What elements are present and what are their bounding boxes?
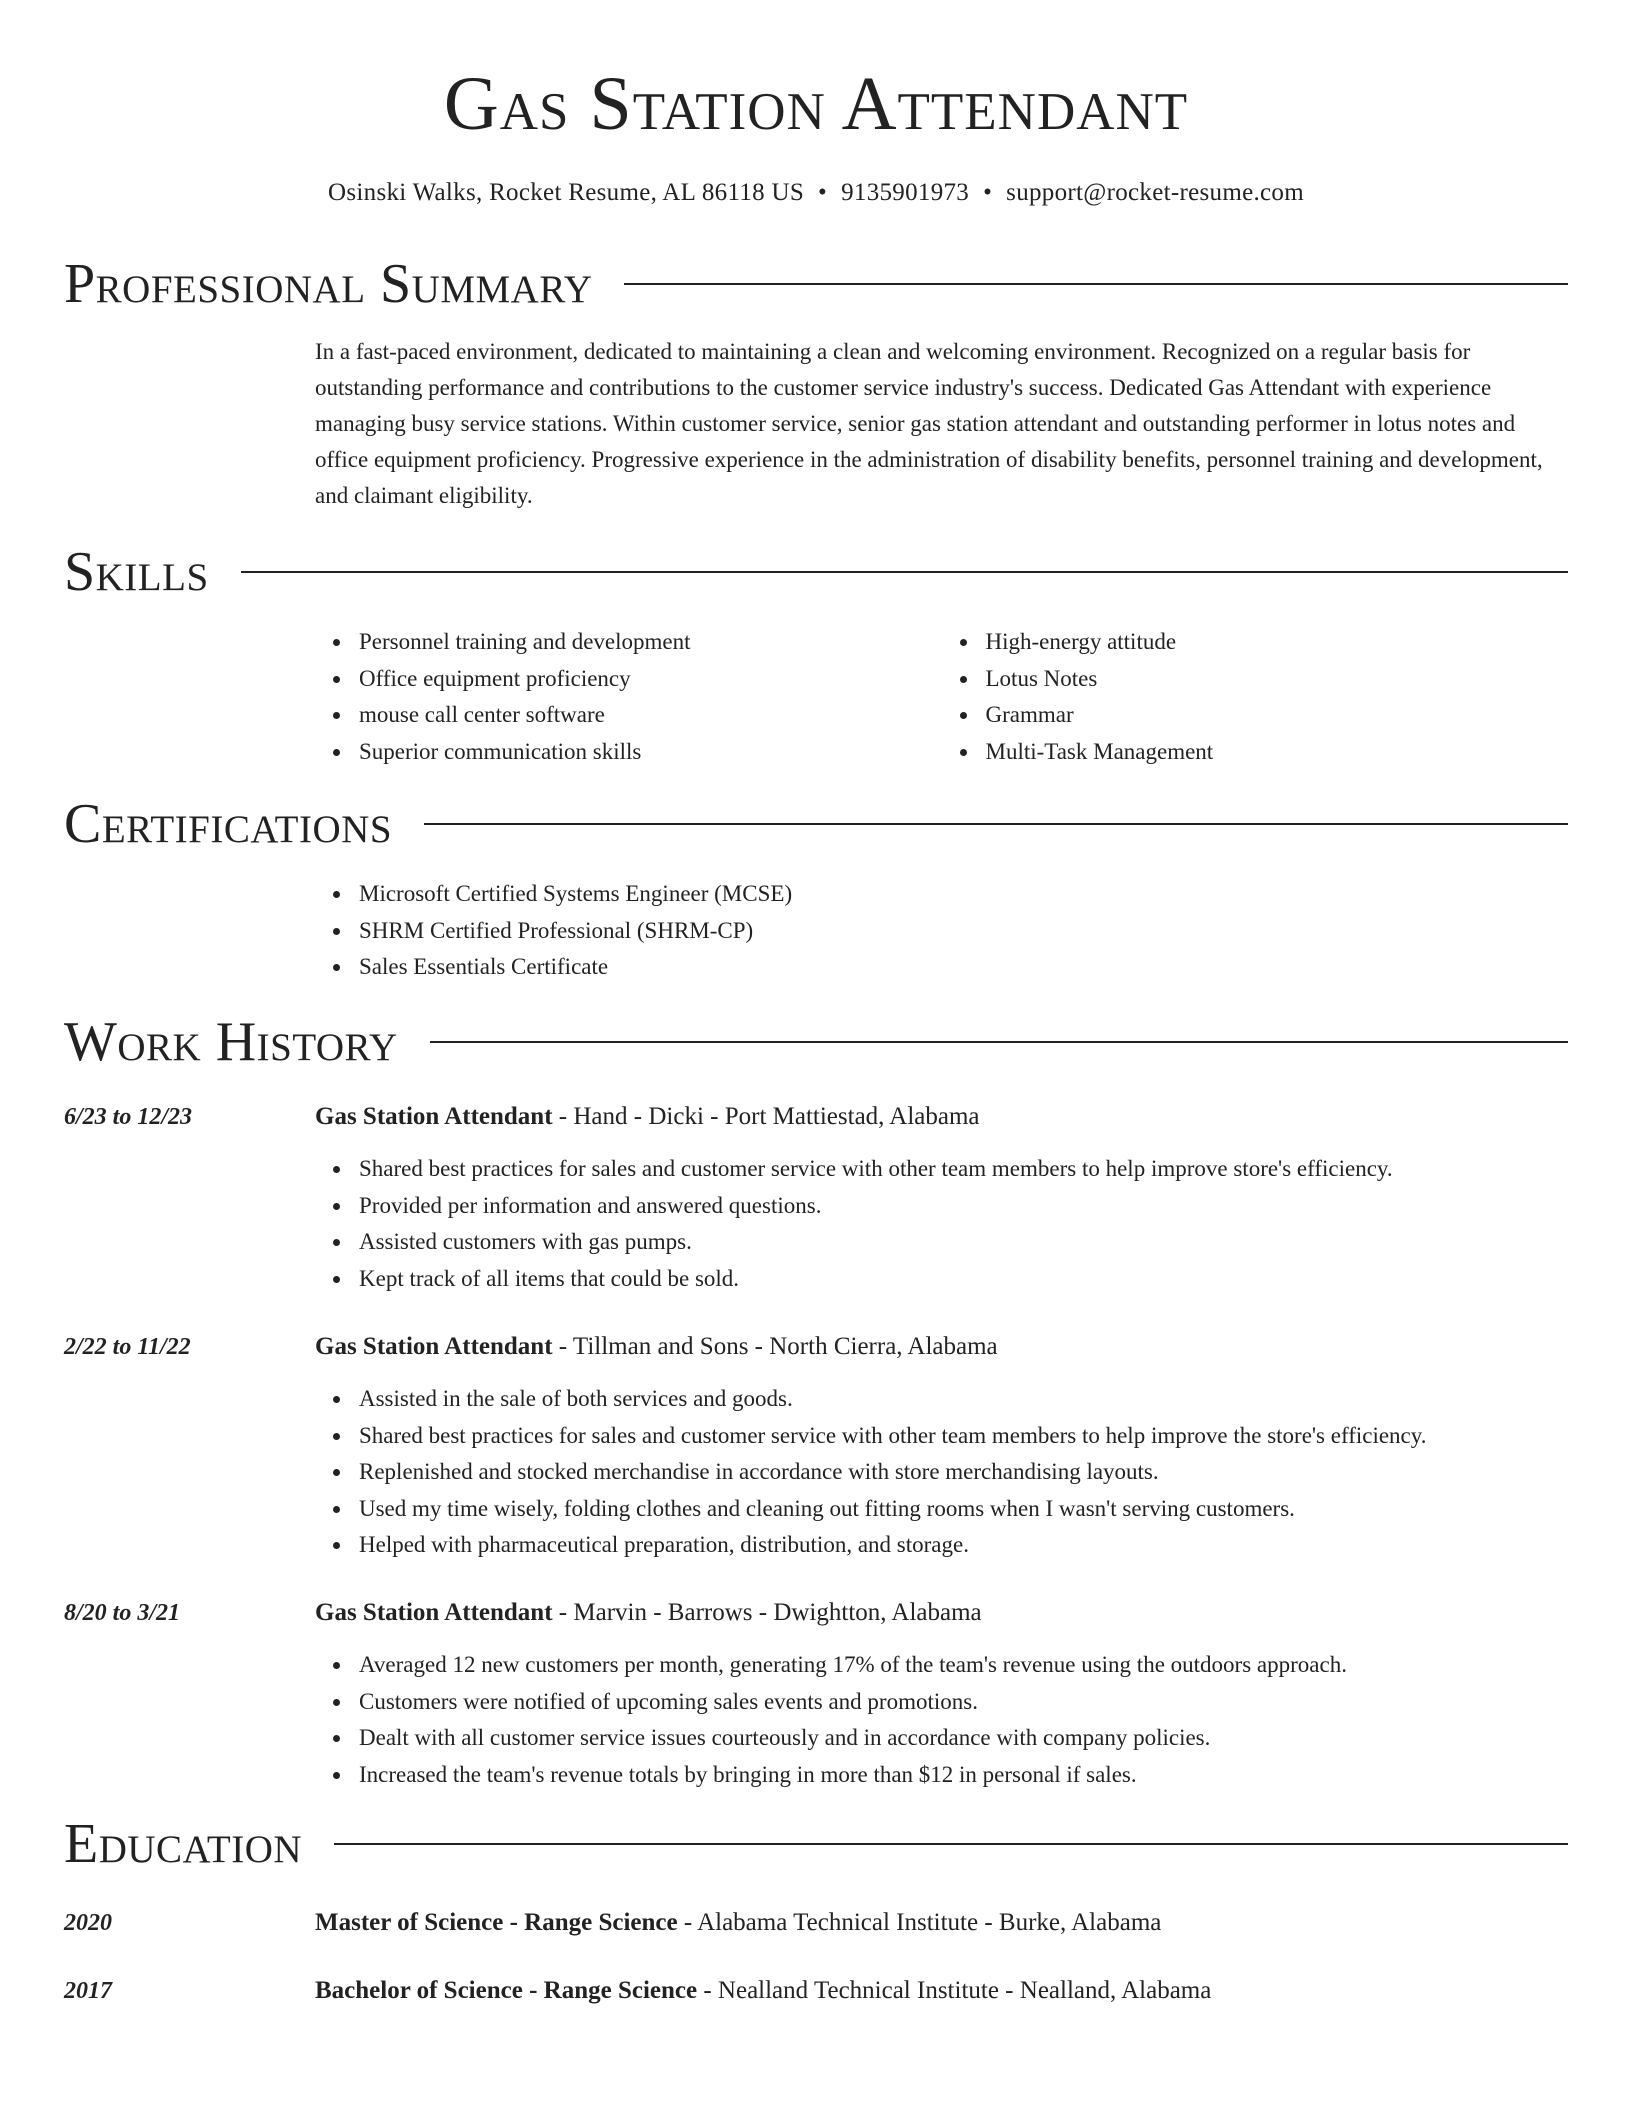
section-divider — [430, 1041, 1568, 1043]
work-entry-body — [315, 1329, 1568, 1564]
work-heading — [315, 1329, 1568, 1365]
skill-item: Grammar — [986, 697, 1569, 734]
skill-item: Multi-Task Management — [986, 734, 1569, 771]
work-bullets — [315, 1151, 1568, 1297]
work-heading — [315, 1099, 1568, 1135]
certification-item: Microsoft Certified Systems Engineer (MCSE) — [359, 876, 1568, 913]
job-title: Gas Station Attendant — [315, 1333, 553, 1360]
degree-title: Bachelor of Science - Range Science — [315, 1977, 698, 2004]
section-header-work-history — [64, 1010, 1568, 1074]
skills-list-left — [315, 624, 942, 770]
section-divider — [334, 1843, 1568, 1845]
skill-item: Personnel training and development — [359, 624, 942, 661]
skill-item: Superior communication skills — [359, 734, 942, 771]
work-bullet: Dealt with all customer service issues courteously and in accordance with company policies. — [359, 1720, 1568, 1757]
section-header-certifications — [64, 792, 1568, 856]
contact-address: Osinski Walks, Rocket Resume, AL 86118 US — [328, 179, 805, 206]
contact-line — [64, 176, 1568, 210]
school-location: - Alabama Technical Institute - Burke, Alabama — [677, 1909, 1162, 1936]
certifications-list — [315, 876, 1568, 986]
section-title-skills: Skills — [64, 541, 209, 603]
resume-page — [64, 0, 1568, 2004]
work-dates: 8/20 to 3/21 — [64, 1600, 181, 1626]
skill-item: High-energy attitude — [986, 624, 1569, 661]
job-title: Gas Station Attendant — [315, 1599, 553, 1626]
job-employer-location: - Marvin - Barrows - Dwightton, Alabama — [552, 1599, 982, 1626]
work-bullet: Averaged 12 new customers per month, generating 17% of the team's revenue using the outdoors approach. — [359, 1647, 1568, 1684]
skills-list-right — [942, 624, 1569, 770]
work-bullet: Customers were notified of upcoming sales events and promotions. — [359, 1684, 1568, 1721]
work-entry-body — [315, 1099, 1568, 1297]
contact-email: support@rocket-resume.com — [1006, 179, 1304, 206]
education-year: 2020 — [64, 1910, 112, 1936]
contact-phone: 9135901973 — [841, 179, 970, 206]
contact-separator: • — [818, 179, 828, 206]
work-bullet: Assisted customers with gas pumps. — [359, 1224, 1568, 1261]
resume-name-heading: Gas Station Attendant — [443, 62, 1189, 146]
work-bullet: Kept track of all items that could be sold. — [359, 1261, 1568, 1298]
section-title-certifications: Certifications — [64, 793, 393, 855]
school-location: - Nealland Technical Institute - Nealland, Alabama — [697, 1977, 1212, 2004]
section-header-skills — [64, 540, 1568, 604]
work-dates: 2/22 to 11/22 — [64, 1334, 191, 1360]
skill-item: Lotus Notes — [986, 661, 1569, 698]
work-dates: 6/23 to 12/23 — [64, 1104, 193, 1130]
work-entry-body — [315, 1595, 1568, 1793]
degree-title: Master of Science - Range Science — [315, 1909, 678, 1936]
work-bullet: Assisted in the sale of both services and goods. — [359, 1381, 1568, 1418]
section-divider — [424, 823, 1568, 825]
work-bullet: Shared best practices for sales and customer service with other team members to help improve store's efficiency. — [359, 1151, 1568, 1188]
work-bullet: Provided per information and answered questions. — [359, 1188, 1568, 1225]
section-title-summary: Professional Summary — [64, 253, 593, 315]
skills-columns — [315, 624, 1568, 770]
work-bullet: Used my time wisely, folding clothes and cleaning out fitting rooms when I wasn't serving customers. — [359, 1491, 1568, 1528]
section-divider — [241, 571, 1568, 573]
skills-content — [315, 624, 1568, 770]
work-bullet: Shared best practices for sales and customer service with other team members to help improve the store's efficiency. — [359, 1418, 1568, 1455]
section-divider — [624, 283, 1568, 285]
summary-text: In a fast-paced environment, dedicated to maintaining a clean and welcoming environment. Recognized on a regular basis for outstanding performance and contributions to the customer service industry's success. Dedicated Gas Attendant with experience managing busy service stations. Within customer service, senior gas station attendant and outstanding performer in lotus notes and office equipment proficiency. Progressive experience in the administration of disability benefits, personnel training and development, and claimant eligibility. — [315, 339, 1543, 508]
work-bullets — [315, 1381, 1568, 1564]
job-employer-location: - Tillman and Sons - North Cierra, Alabama — [552, 1333, 998, 1360]
work-bullet: Increased the team's revenue totals by bringing in more than $12 in personal if sales. — [359, 1757, 1568, 1794]
work-bullet: Replenished and stocked merchandise in accordance with store merchandising layouts. — [359, 1454, 1568, 1491]
certifications-content — [315, 876, 1568, 986]
education-entry-body — [315, 1973, 1568, 2009]
contact-separator: • — [983, 179, 993, 206]
certification-item: SHRM Certified Professional (SHRM-CP) — [359, 913, 1568, 950]
work-bullet: Helped with pharmaceutical preparation, distribution, and storage. — [359, 1527, 1568, 1564]
work-heading — [315, 1595, 1568, 1631]
section-title-education: Education — [64, 1813, 303, 1875]
job-title: Gas Station Attendant — [315, 1103, 553, 1130]
certification-item: Sales Essentials Certificate — [359, 949, 1568, 986]
section-header-summary — [64, 252, 1568, 316]
skill-item: mouse call center software — [359, 697, 942, 734]
education-year: 2017 — [64, 1978, 112, 2004]
section-header-education — [64, 1812, 1568, 1876]
work-bullets — [315, 1647, 1568, 1793]
skill-item: Office equipment proficiency — [359, 661, 942, 698]
section-title-work-history: Work History — [64, 1011, 398, 1073]
job-employer-location: - Hand - Dicki - Port Mattiestad, Alabama — [552, 1103, 980, 1130]
summary-content — [315, 334, 1568, 514]
education-entry-body — [315, 1905, 1568, 1941]
